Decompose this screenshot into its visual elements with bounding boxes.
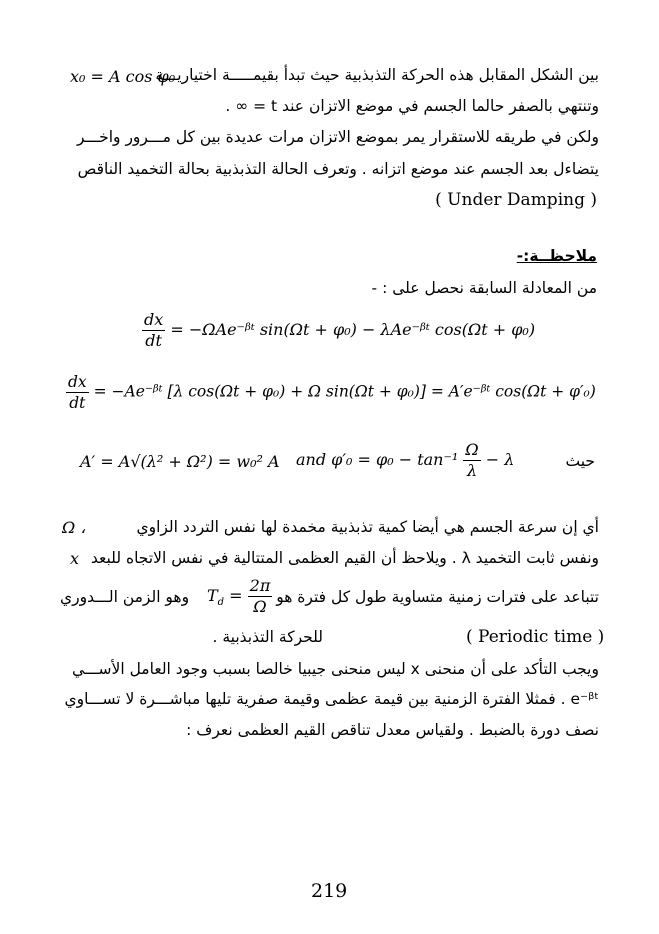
period-symbol: $T_d$ [207,586,225,609]
paragraph2-line-2: ونفس ثابت التخميد λ . ويلاحظ أن القيم العظمى المتتالية في نفس الاتجاه للبعد [90,549,599,567]
paragraph2-line-3-tail: وهو الزمن الـــدوري [60,588,190,606]
equation-3-amplitude: A′ = A√(λ² + Ω²) = w₀² A [80,452,280,471]
equation-1 [142,310,535,351]
x-symbol: x [70,549,80,568]
under-damping-term: ( Under Damping ) [435,190,597,210]
paragraph-line-2: وتنتهي بالصفر حالما الجسم في موضع الاتزان عند t = ∞ . [225,97,599,115]
paragraph2-line-4-arabic: للحركة التذبذبية . [212,628,323,646]
where-label: حيث [565,452,595,470]
paragraph-line-1: بين الشكل المقابل هذه الحركة التذبذبية حيث تبدأ بقيمـــــة اختياريـــة [155,66,599,84]
equation-3-fraction: $\frac{\Omega}{\lambda}$ [465,440,479,480]
equation-1-fraction: $\frac{dx}{dt}$ [144,310,164,350]
equation-2 [66,372,596,413]
periodic-time-term: ( Periodic time ) [466,627,605,647]
paragraph3-line-1: ويجب التأكد على أن منحنى x ليس منحنى جيبيا خالصا بسبب وجود العامل الأســـي [71,660,599,678]
paragraph2-line-1: أي إن سرعة الجسم هي أيضا كمية تذبذبية مخمدة لها نفس التردد الزاوي [136,518,599,536]
paragraph3-line-2: e⁻ᵝᵗ . فمثلا الفترة الزمنية بين قيمة عظمى وقيمة صفرية تليها مباشـــرة لا تســـاوي [64,690,599,708]
initial-position-formula: x₀ = A cos φ₀ [70,67,176,86]
note-intro: من المعادلة السابقة نحصل على : - [371,279,597,297]
paragraph-line-4: يتضاءل بعد الجسم عند موضع اتزانه . وتعرف الحالة التذبذبية بحالة التخميد الناقص [77,160,599,178]
paragraph3-line-3: نصف دورة بالضبط . ولقياس معدل تناقص القيم العظمى نعرف : [186,721,599,739]
paragraph-line-3: ولكن في طريقه للاستقرار يمر بموضع الاتزان مرات عديدة بين كل مـــرور واخـــر [76,128,599,146]
page-number: 219 [311,880,348,902]
period-formula: $T_d$ = $\frac{2\pi}{\Omega}$ [207,576,271,616]
equation-3-phase: and φ′₀ = φ₀ − tan⁻¹ $\frac{\Omega}{\lambda}$ − λ [296,440,515,480]
equation-2-fraction: $\frac{dx}{dt}$ [68,373,87,412]
omega-symbol: Ω ، [62,518,86,537]
equation-2-rhs: = −Ae⁻ᵝᵗ [λ cos(Ωt + φ₀) + Ω sin(Ωt + φ₀)] = A′e⁻ᵝᵗ cos(Ωt + φ′₀) [93,382,596,401]
note-heading: ملاحظــة:- [516,247,597,265]
equation-1-rhs: = −ΩAe⁻ᵝᵗ sin(Ωt + φ₀) − λAe⁻ᵝᵗ cos(Ωt + φ₀) [170,320,536,339]
paragraph2-line-3: تتباعد على فترات زمنية متساوية طول كل فترة هو [276,588,599,606]
period-fraction: $\frac{2\pi}{\Omega}$ [249,576,271,616]
